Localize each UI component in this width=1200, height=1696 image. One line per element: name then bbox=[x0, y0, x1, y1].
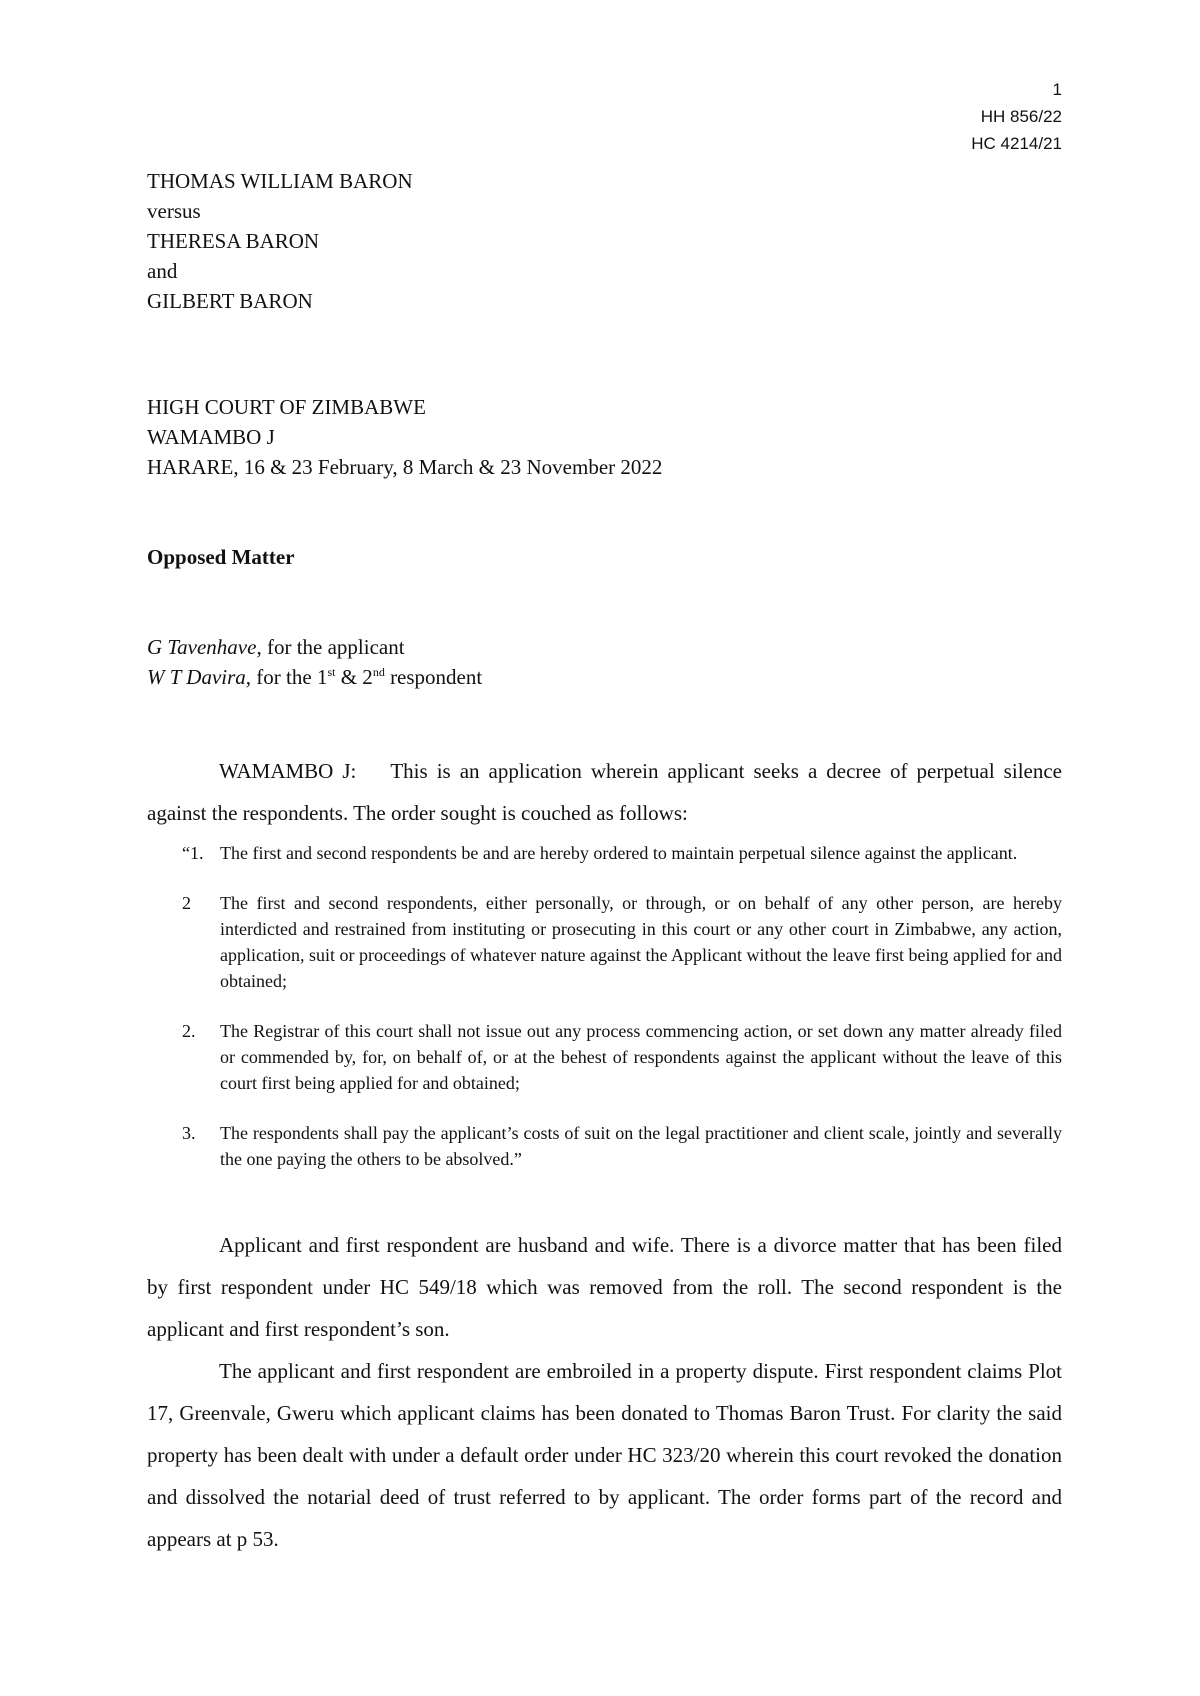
order-item bbox=[182, 890, 1062, 994]
judgment-reference: HH 856/22 bbox=[980, 107, 1062, 126]
order-item bbox=[182, 840, 1062, 866]
order-number: “1. bbox=[182, 843, 204, 863]
page-number: 1 bbox=[1052, 80, 1062, 99]
respondent-counsel-name: W T Davira bbox=[147, 665, 246, 689]
order-item bbox=[182, 1018, 1062, 1096]
order-text: The Registrar of this court shall not issue out any process commencing action, or set down any matter already filed or commended by, for, on behalf of, or at the behest of respondents against the applicant without the leave of this court first being applied for and obtained; bbox=[220, 1021, 1062, 1093]
applicant-counsel-role: , for the applicant bbox=[256, 635, 405, 659]
applicant-counsel bbox=[147, 632, 405, 662]
order-number: 2 bbox=[182, 893, 191, 913]
order-text: The first and second respondents be and are hereby ordered to maintain perpetual silence against the applicant. bbox=[220, 843, 1018, 863]
matter-type: Opposed Matter bbox=[147, 545, 295, 569]
order-number: 2. bbox=[182, 1021, 196, 1041]
applicant-name: THOMAS WILLIAM BARON bbox=[147, 169, 413, 193]
order-text: The respondents shall pay the applicant’s costs of suit on the legal practitioner and client scale, jointly and severally the one paying the others to be absolved.” bbox=[220, 1123, 1062, 1169]
applicant-counsel-name: G Tavenhave bbox=[147, 635, 257, 659]
paragraph-3-text: The applicant and first respondent are embroiled in a property dispute. First respondent claims Plot 17, Greenvale, Gweru which applicant claims has been donated to Thomas Baron Trust. For clarity the said property has been dealt with under a default order under HC 323/20 wherein this court revoked the donation and dissolved the notarial deed of trust referred to by applicant. The order forms part of the record and appears at p 53. bbox=[147, 1359, 1062, 1551]
order-sought-list bbox=[182, 840, 1062, 1196]
hearing-dates: HARARE, 16 & 23 February, 8 March & 23 November 2022 bbox=[147, 455, 663, 479]
order-text: The first and second respondents, either personally, or through, or on behalf of any other person, are hereby interdicted and restrained from instituting or prosecuting in this court or any other court in Zimbabwe, any action, application, suit or proceedings of whatever nature against the Applicant without the leave first being applied for and obtained; bbox=[220, 893, 1062, 991]
paragraph-2 bbox=[147, 1224, 1062, 1350]
header-references bbox=[971, 76, 1062, 157]
judge-name: WAMAMBO J bbox=[147, 425, 275, 449]
intro-text: This is an application wherein applicant seeks a decree of perpetual silence against the respondents. The order sought is couched as follows: bbox=[147, 759, 1062, 825]
respondent-counsel-role-c: respondent bbox=[384, 665, 483, 689]
paragraph-3 bbox=[147, 1350, 1062, 1560]
versus-label: versus bbox=[147, 199, 201, 223]
case-reference: HC 4214/21 bbox=[971, 134, 1062, 153]
respondent-1-name: THERESA BARON bbox=[147, 229, 320, 253]
intro-paragraph bbox=[147, 750, 1062, 834]
court-name: HIGH COURT OF ZIMBABWE bbox=[147, 395, 426, 419]
respondent-counsel-role-b: & 2 bbox=[335, 665, 373, 689]
order-number: 3. bbox=[182, 1123, 196, 1143]
intro-judge: WAMAMBO J: bbox=[219, 759, 357, 783]
paragraph-2-text: Applicant and first respondent are husband and wife. There is a divorce matter that has been filed by first respondent under HC 549/18 which was removed from the roll. The second respondent is the applicant and first respondent’s son. bbox=[147, 1233, 1062, 1341]
respondent-counsel bbox=[147, 662, 482, 692]
and-label: and bbox=[147, 259, 178, 283]
order-item bbox=[182, 1120, 1062, 1172]
respondent-counsel-role-a: , for the 1 bbox=[245, 665, 328, 689]
superscript-nd: nd bbox=[372, 665, 385, 679]
respondent-2-name: GILBERT BARON bbox=[147, 289, 313, 313]
superscript-st: st bbox=[327, 665, 336, 679]
